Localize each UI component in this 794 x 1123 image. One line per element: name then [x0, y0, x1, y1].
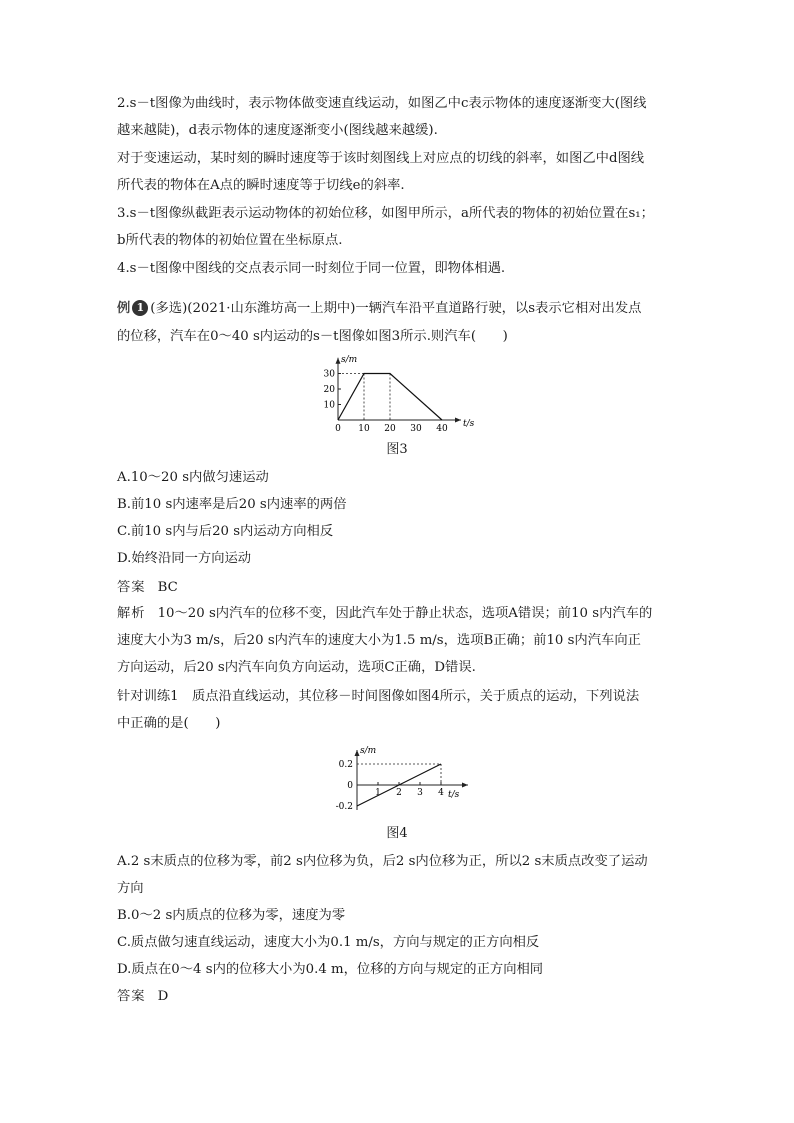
figure-4-chart: [315, 735, 495, 820]
option-b: B.0～2 s内质点的位移为零，速度为零: [117, 908, 346, 923]
analysis-text: 10～20 s内汽车的位移不变，因此汽车处于静止状态，选项A错误；前10 s内汽车的: [157, 606, 653, 621]
option-a: A.10～20 s内做匀速运动: [117, 470, 269, 485]
y-tick-label: 10: [323, 400, 335, 411]
y-axis-arrow: [355, 750, 360, 756]
text-line: 中正确的是( ): [117, 716, 221, 731]
x-tick-label: 40: [436, 424, 448, 434]
option-c: C.前10 s内与后20 s内运动方向相反: [117, 524, 334, 539]
answer-value: D: [157, 989, 169, 1004]
x-axis-arrow: [455, 418, 461, 423]
answer-row: [117, 579, 178, 597]
text-line: 4.s－t图像中图线的交点表示同一时刻位于同一位置，即物体相遇.: [117, 261, 506, 276]
answer-label: 答案: [117, 989, 146, 1004]
figure-3-caption: 图3: [386, 442, 408, 457]
x-tick-label: 30: [410, 424, 422, 434]
figure-3-chart: [305, 350, 485, 435]
answer-label: 答案: [117, 580, 146, 595]
figure-4-caption: 图4: [386, 826, 408, 841]
x-tick-label: 3: [417, 788, 423, 798]
option-c: C.质点做匀速直线运动，速度大小为0.1 m/s，方向与规定的正方向相反: [117, 935, 540, 950]
y-axis-arrow: [336, 358, 341, 364]
x-tick-label: 4: [438, 788, 444, 798]
option-a-cont: 方向: [117, 881, 144, 896]
option-b: B.前10 s内速率是后20 s内速率的两倍: [117, 497, 347, 512]
x-axis-arrow: [462, 783, 468, 788]
x-tick-label: 0: [335, 424, 341, 434]
text-line: 的位移，汽车在0～40 s内运动的s－t图像如图3所示.则汽车( ): [117, 329, 508, 344]
example-stem-text: (多选)(2021·山东潍坊高一上期中)一辆汽车沿平直道路行驶，以s表示它相对出发点: [150, 301, 642, 316]
x-axis-label: t/s: [463, 419, 475, 429]
x-tick-label: 20: [384, 424, 396, 434]
y-tick-label: 0.2: [338, 760, 353, 770]
text-line: 速度大小为3 m/s，后20 s内汽车的速度大小为1.5 m/s，选项B正确；前10 s内汽车向正: [117, 633, 641, 648]
option-d: D.始终沿同一方向运动: [117, 551, 252, 566]
training-stem: 针对训练1 质点沿直线运动，其位移－时间图像如图4所示，关于质点的运动，下列说法: [117, 689, 640, 704]
series-line: [338, 374, 442, 421]
text-line: 对于变速运动，某时刻的瞬时速度等于该时刻图线上对应点的切线的斜率，如图乙中d图线: [117, 151, 645, 166]
analysis-row: [117, 605, 652, 623]
y-axis-label: s/m: [341, 354, 358, 365]
x-tick-label: 2: [396, 788, 402, 798]
y-tick-label: 0: [347, 781, 353, 791]
option-d: D.质点在0～4 s内的位移大小为0.4 m，位移的方向与规定的正方向相同: [117, 962, 544, 977]
x-tick-label: 10: [358, 424, 370, 434]
text-line: 2.s－t图像为曲线时，表示物体做变速直线运动，如图乙中c表示物体的速度逐渐变大(图线: [117, 96, 647, 111]
y-tick-label: 20: [323, 385, 335, 395]
option-a: A.2 s末质点的位移为零，前2 s内位移为负，后2 s内位移为正，所以2 s末质点改变了运动: [117, 854, 648, 869]
text-line: 所代表的物体在A点的瞬时速度等于切线e的斜率.: [117, 178, 405, 193]
answer-row: [117, 988, 168, 1006]
y-tick-label: 30: [323, 369, 335, 380]
text-line: 越来越陡)，d表示物体的速度逐渐变小(图线越来越缓).: [117, 123, 438, 138]
text-line: b所代表的物体的初始位置在坐标原点.: [117, 233, 343, 248]
answer-value: BC: [157, 580, 178, 595]
x-tick-label: 1: [375, 788, 381, 798]
example-stem: [117, 300, 641, 318]
y-axis-label: s/m: [360, 746, 377, 756]
example-number-badge: 1: [132, 300, 148, 316]
analysis-label: 解析: [117, 606, 146, 621]
text-line: 3.s－t图像纵截距表示运动物体的初始位移，如图甲所示，a所代表的物体的初始位置在s₁；: [117, 206, 654, 221]
example-label: 例: [117, 301, 131, 316]
text-line: 方向运动，后20 s内汽车向负方向运动，选项C正确，D错误.: [117, 660, 476, 675]
y-tick-label: -0.2: [335, 802, 353, 812]
x-axis-label: t/s: [448, 790, 460, 800]
